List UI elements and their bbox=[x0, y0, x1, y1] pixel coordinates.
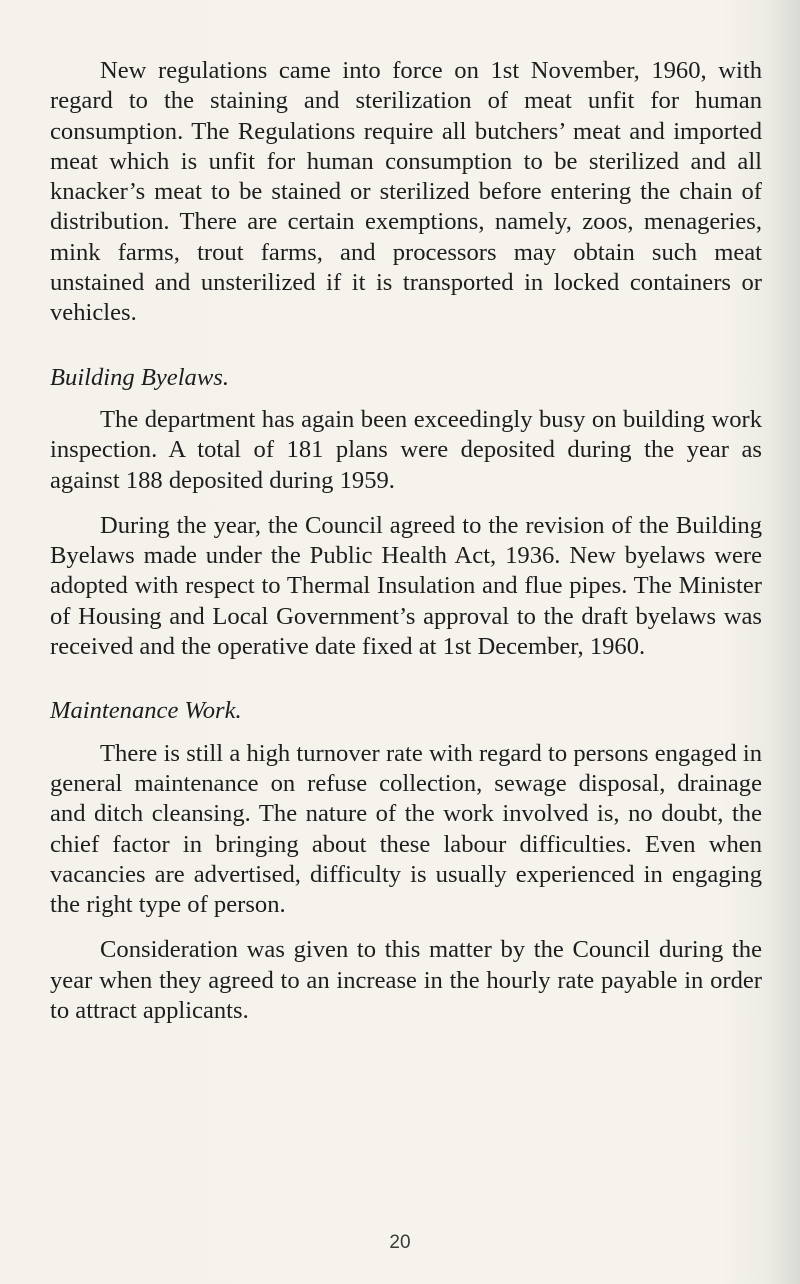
section-building-byelaws bbox=[50, 363, 762, 663]
section-maintenance-work bbox=[50, 696, 762, 1026]
page-body bbox=[50, 56, 762, 1041]
page-number: 20 bbox=[389, 1232, 411, 1253]
intro-paragraph: New regulations came into force on 1st November, 1960, with regard to the staining and sterilization of meat unfit for human consumption. The Regulations require all butchers’ meat and imported meat which is unfit for human consumption to be sterilized and all knacker’s meat to be stained or sterilized before entering the chain of distribution. There are certain exemptions, namely, zoos, menageries, mink farms, trout farms, and processors may obtain such meat unstained and unsterilized if it is transported in locked containers or vehicles. bbox=[50, 57, 762, 327]
paragraph: During the year, the Council agreed to the revision of the Building Byelaws made under the Public Health Act, 1936. New byelaws were adopted with respect to Thermal Insulation and flue pipes. The Minister of Housing and Local Government’s approval to the draft byelaws was received and the operative date fixed at 1st December, 1960. bbox=[50, 511, 762, 661]
paragraph: The department has again been exceedingly busy on building work inspection. A total of 181 plans were deposited during the year as against 188 deposited during 1959. bbox=[50, 405, 762, 494]
section-heading: Building Byelaws. bbox=[50, 363, 229, 391]
paragraph: There is still a high turnover rate with regard to persons engaged in general maintenance on refuse collection, sewage disposal, drainage and ditch cleansing. The nature of the work involved is, no doubt, the chief factor in bringing about these labour difficulties. Even when vacancies are advertised, difficulty is usually experienced in engaging the right type of person. bbox=[50, 739, 762, 919]
section-heading: Maintenance Work. bbox=[50, 697, 242, 725]
paragraph: Consideration was given to this matter by the Council during the year when they agreed to an increase in the hourly rate payable in order to attract applicants. bbox=[50, 936, 762, 1025]
